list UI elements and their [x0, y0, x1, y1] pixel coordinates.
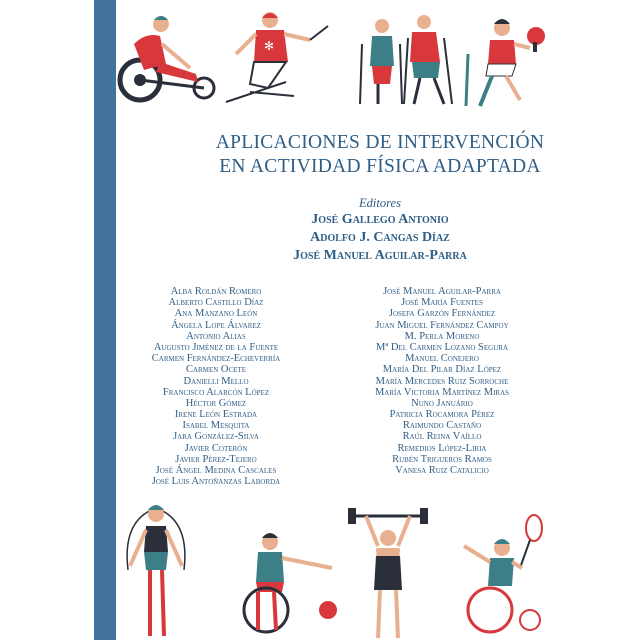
wheelchair-tennis-player-illustration [450, 510, 550, 640]
author-name: José Ángel Medina Cascales [155, 465, 277, 476]
author-name: Vanesa Ruiz Catalicio [395, 465, 489, 476]
author-name: Isabel Mesquita [182, 420, 250, 432]
editors-label: Editores [359, 196, 401, 210]
author-name: Remedios López-Liria [397, 442, 487, 454]
authors-left-column [96, 286, 336, 487]
author-name: Ángela Lope Álvarez [171, 319, 261, 331]
jump-rope-athlete-illustration [118, 500, 194, 640]
author-name: Irene León Estrada [174, 409, 258, 421]
author-name: Alba Roldán Romero [170, 286, 262, 297]
weightlifter-illustration [346, 506, 430, 640]
author-name: Carmen Ocete [186, 364, 246, 376]
book-title [120, 131, 640, 179]
author-name: María Mercedes Ruiz Sorroche [375, 375, 509, 387]
author-name: José María Fuentes [401, 297, 483, 309]
sit-skier-illustration [222, 10, 332, 108]
author-name: Antonio Alias [186, 330, 246, 342]
author-name: Raúl Reina Vaíllo [402, 431, 482, 443]
author-name: Raimundo Castaño [402, 420, 482, 432]
author-name: Ana Manzano León [174, 308, 258, 320]
author-name: Javier Coterón [184, 442, 248, 454]
authors-right-column [322, 286, 562, 476]
svg-text:✻: ✻ [264, 39, 275, 53]
editor-name: José Gallego Antonio [311, 212, 449, 227]
table-tennis-player-illustration [458, 14, 554, 110]
author-name: Josefa Garzón Fernández [388, 308, 496, 320]
author-name: M. Perla Moreno [404, 330, 480, 342]
title-line-1: APLICACIONES DE INTERVENCIÓN [215, 132, 545, 153]
title-line-2: EN ACTIVIDAD FÍSICA ADAPTADA [219, 156, 541, 177]
crutch-walkers-illustration [356, 14, 456, 108]
author-name: Héctor Gómez [185, 397, 247, 409]
author-name: Manuel Conejero [405, 353, 479, 365]
author-name: Nuno Januário [411, 397, 473, 409]
author-name: José Manuel Aguilar-Parra [383, 286, 501, 297]
author-name: Danielli Mello [183, 375, 249, 387]
editor-name: José Manuel Aguilar-Parra [293, 248, 467, 263]
author-name: Rubén Trigueros Ramos [392, 453, 492, 465]
wheelchair-racer-illustration [116, 14, 220, 106]
author-name: Jara González-Silva [173, 431, 259, 443]
author-name: José Luis Antoñanzas Laborda [151, 476, 281, 488]
author-name: María Del Pilar Díaz López [382, 364, 502, 376]
author-name: Juan Miguel Fernández Campoy [375, 319, 509, 331]
author-name: Javier Pérez-Tejero [175, 453, 257, 465]
author-name: Augusto Jiménez de la Fuente [153, 341, 279, 353]
author-name: Mª Del Carmen Lozano Segura [375, 341, 508, 353]
author-name: Patricia Rocamora Pérez [389, 409, 495, 421]
author-name: Francisco Alarcón López [162, 386, 270, 398]
author-name: María Victoria Martínez Miras [374, 386, 510, 398]
editor-name: Adolfo J. Cangas Díaz [310, 230, 450, 245]
wheelchair-ball-player-illustration [236, 530, 346, 640]
author-name: Carmen Fernández-Echeverría [151, 353, 281, 365]
author-name: Alberto Castillo Díaz [168, 297, 264, 309]
